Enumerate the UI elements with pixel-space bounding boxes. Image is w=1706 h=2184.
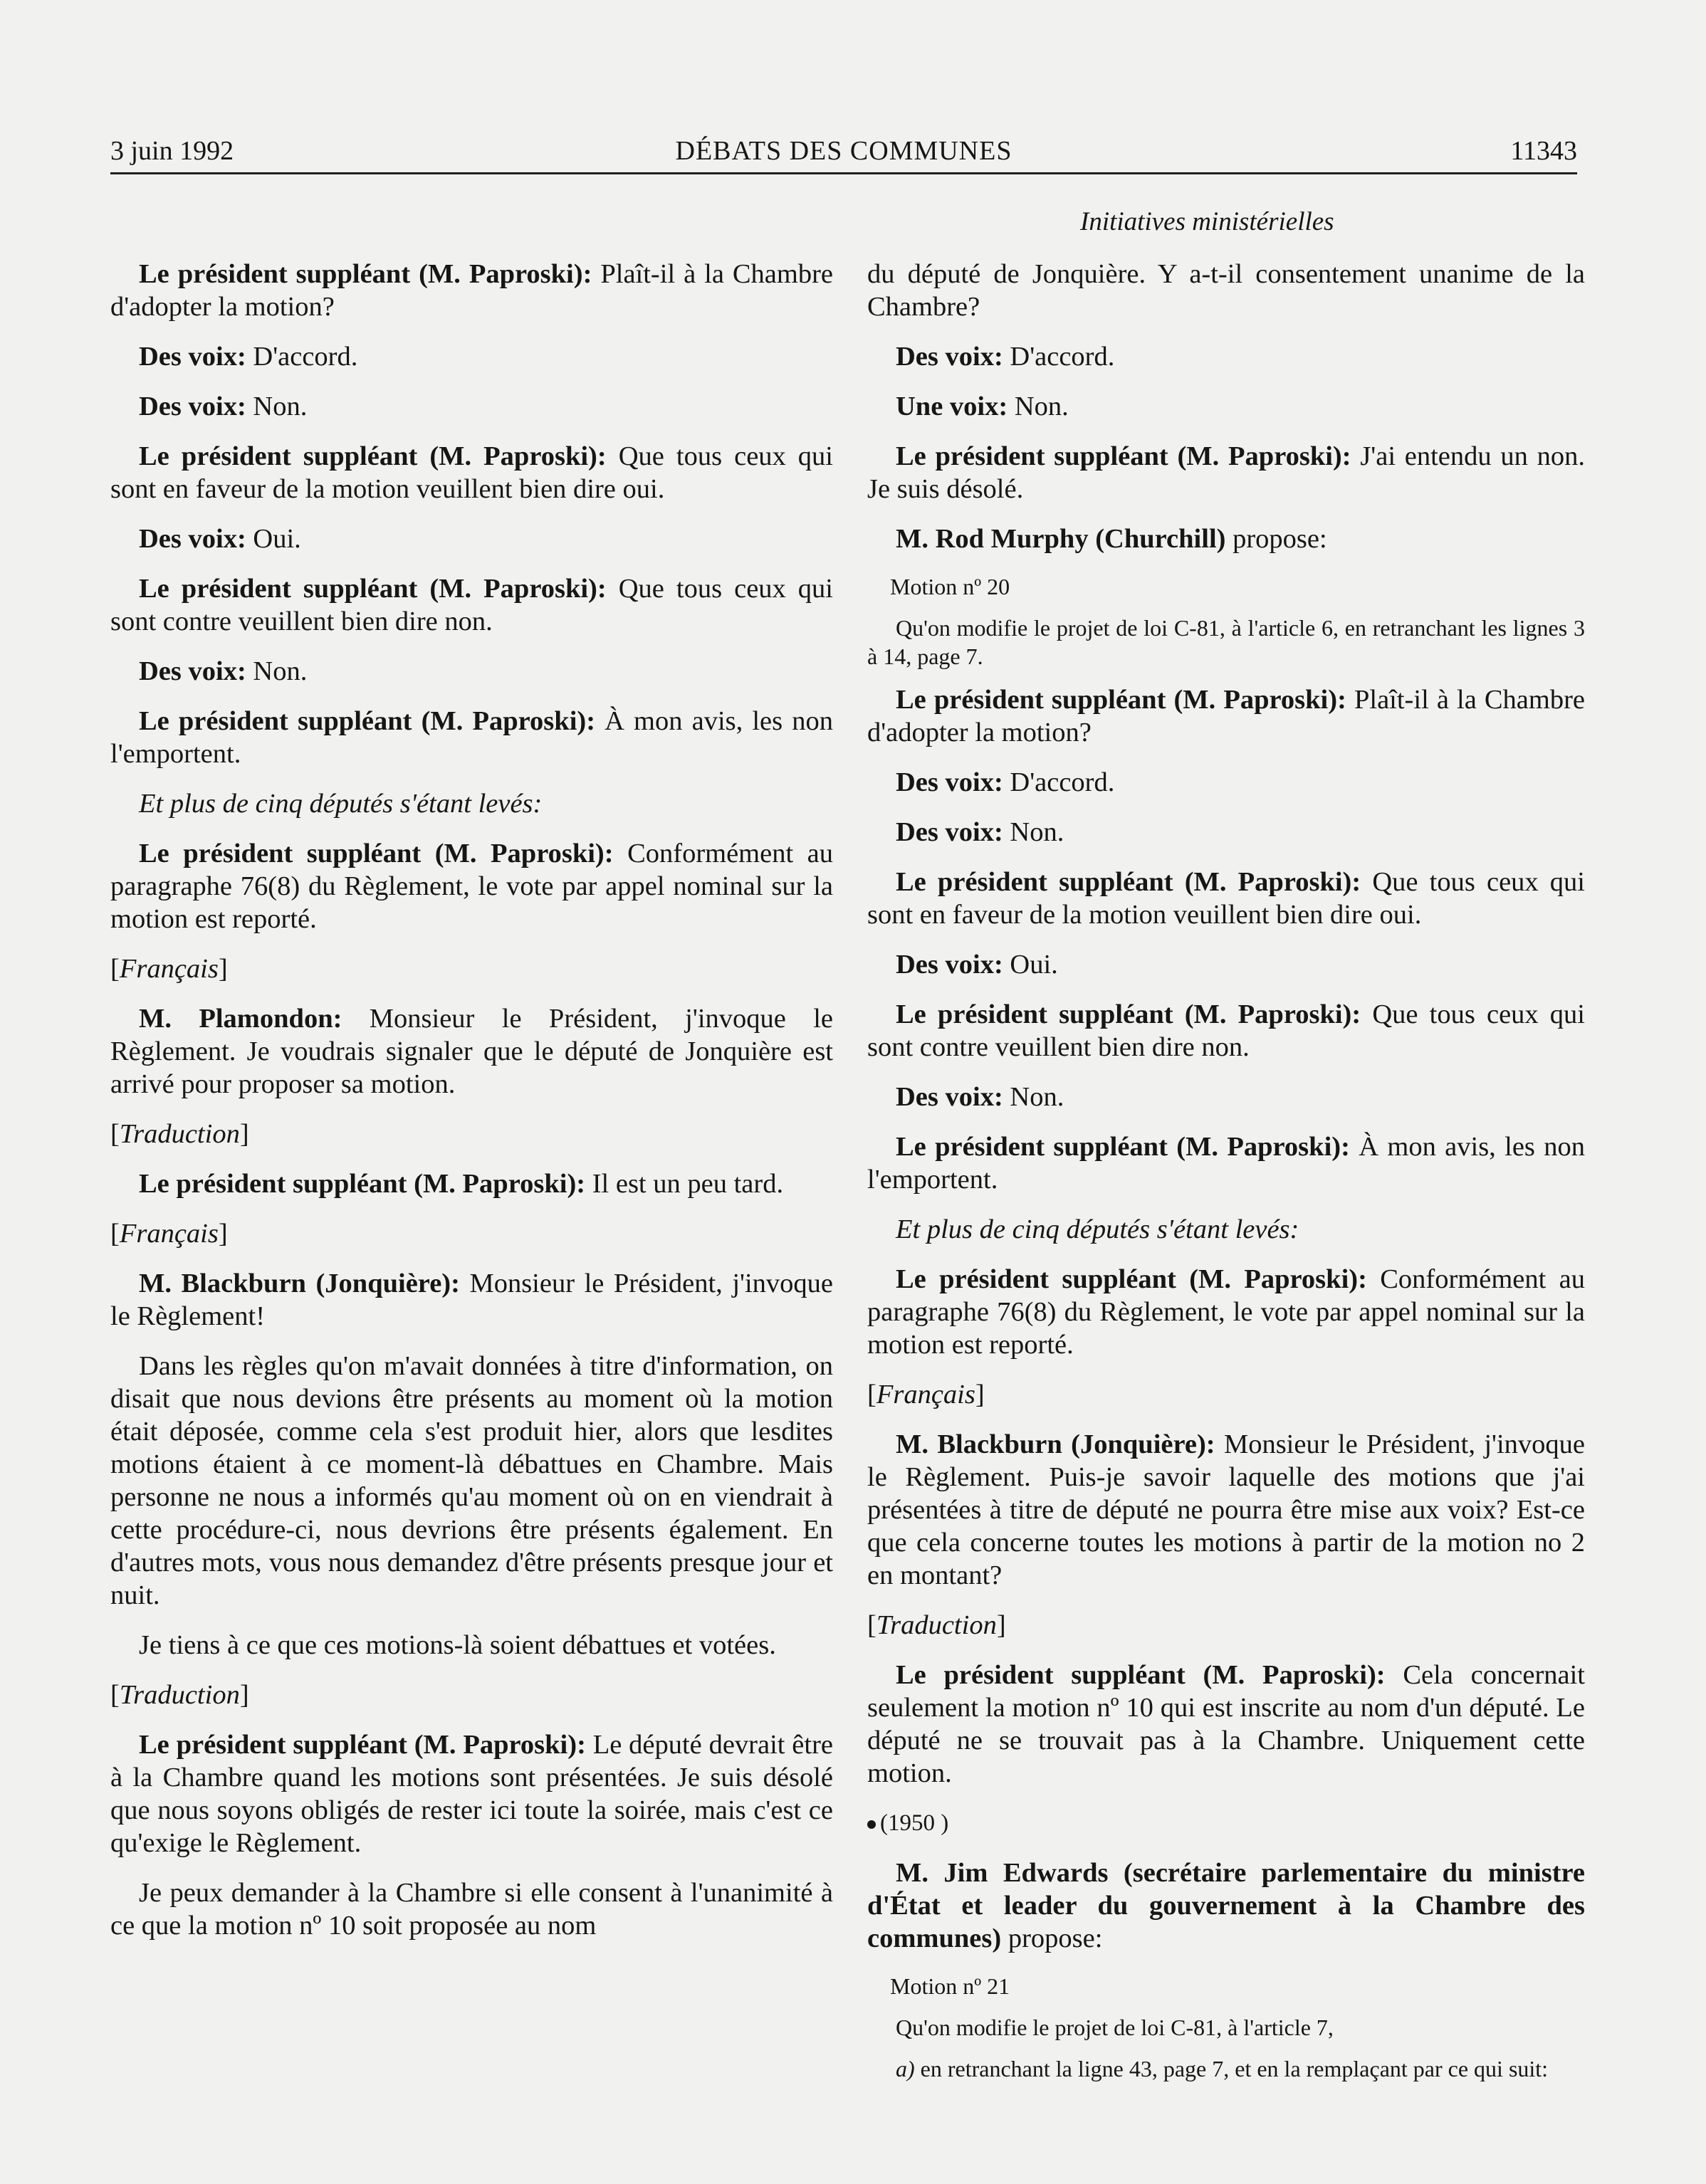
paragraph <box>867 816 1585 849</box>
speech: Monsieur le Président, j'invoque le Règlement. Je voudrais signaler que le député de Jonquière est arrivé pour proposer sa motion. <box>110 1004 834 1099</box>
speech: Que tous ceux qui sont en faveur de la motion veuillent bien dire oui. <box>110 441 833 504</box>
paragraph <box>110 705 833 770</box>
speech: Non. <box>1008 392 1069 421</box>
paragraph <box>867 340 1585 373</box>
section-title: Initiatives ministérielles <box>1080 207 1334 236</box>
stage-direction: Et plus de cinq députés s'étant levés: <box>139 789 543 819</box>
speaker: M. Blackburn (Jonquière): <box>896 1429 1215 1459</box>
speaker: Le président suppléant (M. Paproski): <box>896 1660 1386 1690</box>
time-marker-text: (1950 ) <box>880 1810 949 1836</box>
paragraph: Dans les règles qu'on m'avait données à titre d'information, on disait que nous devions être présents au moment où la motion était déposée, comme cela s'est produit hier, alors que lesdites motions étaient à ce moment-là débattues en Chambre. Mais personne ne nous a informés qu'au moment où on en viendrait à cette procédure-ci, nous devrions être présents également. En d'autres mots, vous nous demandez d'être présents presque jour et nuit. <box>110 1351 833 1610</box>
speech: Non. <box>246 656 308 686</box>
paragraph <box>110 837 833 935</box>
speaker: Le président suppléant (M. Paproski): <box>139 259 592 289</box>
speech: Oui. <box>1003 950 1058 980</box>
speech: D'accord. <box>1003 767 1115 797</box>
speaker: Le président suppléant (M. Paproski): <box>896 685 1346 715</box>
clause-label: a) <box>896 2056 915 2081</box>
paragraph <box>867 998 1585 1064</box>
header-page-number: 11343 <box>1510 136 1577 166</box>
speech: propose: <box>1001 1923 1103 1953</box>
language-tag: [Français] <box>110 954 228 984</box>
paragraph <box>867 523 1585 555</box>
speech: Plaît-il à la Chambre d'adopter la motion? <box>867 685 1585 747</box>
paragraph <box>867 390 1585 423</box>
paragraph <box>867 766 1585 799</box>
paragraph <box>867 1659 1585 1790</box>
speech: propose: <box>1225 524 1327 554</box>
paragraph <box>867 440 1585 505</box>
speaker: Le président suppléant (M. Paproski): <box>139 1730 586 1760</box>
speech: Que tous ceux qui sont contre veuillent bien dire non. <box>867 999 1585 1062</box>
speaker: Le président suppléant (M. Paproski): <box>896 1132 1350 1162</box>
page-header <box>110 131 1577 174</box>
paragraph <box>110 390 833 423</box>
paragraph <box>110 572 833 638</box>
speech: À mon avis, les non l'emportent. <box>110 706 833 769</box>
speaker: Des voix: <box>139 392 246 421</box>
speech: Conformément au paragraphe 76(8) du Règlement, le vote par appel nominal sur la motion est reporté. <box>867 1264 1585 1360</box>
speech: Monsieur le Président, j'invoque le Règlement. Puis-je savoir laquelle des motions que j'ai présentées à titre de député ne pourra être mise aux voix? Est-ce que cela concerne toutes les motions à partir de la motion no 2 en montant? <box>867 1429 1585 1590</box>
speech: Conformément au paragraphe 76(8) du Règlement, le vote par appel nominal sur la motion est reporté. <box>110 839 833 934</box>
speaker: Des voix: <box>139 656 246 686</box>
time-marker <box>867 1807 1585 1839</box>
speaker: Des voix: <box>896 950 1003 980</box>
stage-direction: Et plus de cinq députés s'étant levés: <box>896 1214 1299 1244</box>
header-date: 3 juin 1992 <box>110 136 234 166</box>
clause-text: en retranchant la ligne 43, page 7, et en la remplaçant par ce qui suit: <box>914 2056 1549 2081</box>
paragraph <box>867 1857 1585 1955</box>
speaker: Des voix: <box>139 524 246 554</box>
speech: Le député devrait être à la Chambre quand les motions sont présentées. Je suis désolé que nous soyons obligés de rester ici toute la soirée, mais c'est ce qu'exige le Règlement. <box>110 1730 833 1858</box>
speaker: Le président suppléant (M. Paproski): <box>139 839 614 868</box>
motion-text: Qu'on modifie le projet de loi C-81, à l'article 6, en retranchant les lignes 3 à 14, page 7. <box>867 615 1585 669</box>
speaker: Des voix: <box>139 342 246 372</box>
paragraph: Je tiens à ce que ces motions-là soient débattues et votées. <box>139 1630 776 1660</box>
motion-text: Qu'on modifie le projet de loi C-81, à l'article 7, <box>896 2015 1334 2040</box>
paragraph <box>110 258 833 323</box>
speaker: Le président suppléant (M. Paproski): <box>139 574 607 604</box>
speech: Cela concernait seulement la motion nº 10 qui est inscrite au nom d'un député. Le député ne se trouvait pas à la Chambre. Uniquement cette motion. <box>867 1660 1586 1788</box>
speech: Que tous ceux qui sont contre veuillent bien dire non. <box>110 574 833 636</box>
speaker: M. Blackburn (Jonquière): <box>139 1269 460 1298</box>
right-column <box>867 258 1585 2096</box>
speech: Que tous ceux qui sont en faveur de la motion veuillent bien dire oui. <box>867 867 1585 930</box>
paragraph <box>110 523 833 555</box>
speech: Oui. <box>246 524 301 554</box>
language-tag: [Traduction] <box>867 1610 1006 1640</box>
speaker: Une voix: <box>896 392 1008 421</box>
paragraph <box>867 1428 1585 1592</box>
speaker: Des voix: <box>896 767 1003 797</box>
speech: Non. <box>1003 817 1064 847</box>
paragraph <box>867 683 1585 749</box>
speech: Il est un peu tard. <box>585 1169 784 1199</box>
paragraph <box>110 1267 833 1333</box>
speaker: Des voix: <box>896 1082 1003 1112</box>
speaker: Le président suppléant (M. Paproski): <box>896 441 1351 471</box>
speech: Non. <box>246 392 308 421</box>
speaker: Des voix: <box>896 342 1003 372</box>
paragraph <box>867 866 1585 931</box>
speaker: Le président suppléant (M. Paproski): <box>139 441 607 471</box>
paragraph: Je peux demander à la Chambre si elle consent à l'unanimité à ce que la motion nº 10 soit proposée au nom <box>110 1878 833 1941</box>
speaker: M. Jim Edwards (secrétaire parlementaire du ministre d'État et leader du gouvernement à la Chambre des communes) <box>867 1858 1585 1953</box>
motion-number: Motion nº 21 <box>890 1973 1010 1999</box>
paragraph: du député de Jonquière. Y a-t-il consentement unanime de la Chambre? <box>867 259 1585 322</box>
speech: D'accord. <box>1003 342 1115 372</box>
speech: D'accord. <box>246 342 358 372</box>
paragraph <box>110 1728 833 1859</box>
paragraph <box>110 340 833 373</box>
paragraph <box>867 948 1585 981</box>
header-title: DÉBATS DES COMMUNES <box>675 136 1012 166</box>
speech: Non. <box>1003 1082 1064 1112</box>
paragraph <box>867 1130 1585 1196</box>
speech: J'ai entendu un non. Je suis désolé. <box>867 441 1586 504</box>
language-tag: [Traduction] <box>110 1119 249 1149</box>
language-tag: [Traduction] <box>110 1680 249 1710</box>
speech: À mon avis, les non l'emportent. <box>867 1132 1585 1195</box>
paragraph <box>110 1002 833 1101</box>
bullet-icon <box>867 1820 876 1829</box>
motion-number: Motion nº 20 <box>890 574 1010 599</box>
speaker: Le président suppléant (M. Paproski): <box>139 706 596 736</box>
language-tag: [Français] <box>867 1380 985 1409</box>
speaker: M. Plamondon: <box>139 1004 342 1034</box>
paragraph <box>110 440 833 505</box>
speaker: Des voix: <box>896 817 1003 847</box>
paragraph <box>867 1081 1585 1113</box>
speaker: Le président suppléant (M. Paproski): <box>139 1169 586 1199</box>
speaker: Le président suppléant (M. Paproski): <box>896 1264 1367 1294</box>
language-tag: [Français] <box>110 1219 228 1249</box>
speaker: M. Rod Murphy (Churchill) <box>896 524 1226 554</box>
paragraph <box>110 1167 833 1200</box>
speaker: Le président suppléant (M. Paproski): <box>896 867 1361 897</box>
speech: Monsieur le Président, j'invoque le Règlement! <box>110 1269 833 1331</box>
paragraph <box>867 1263 1585 1361</box>
paragraph <box>110 655 833 688</box>
speech: Plaît-il à la Chambre d'adopter la motion? <box>110 259 833 322</box>
motion-clause <box>867 2054 1585 2083</box>
left-column <box>110 258 833 1959</box>
speaker: Le président suppléant (M. Paproski): <box>896 999 1361 1029</box>
